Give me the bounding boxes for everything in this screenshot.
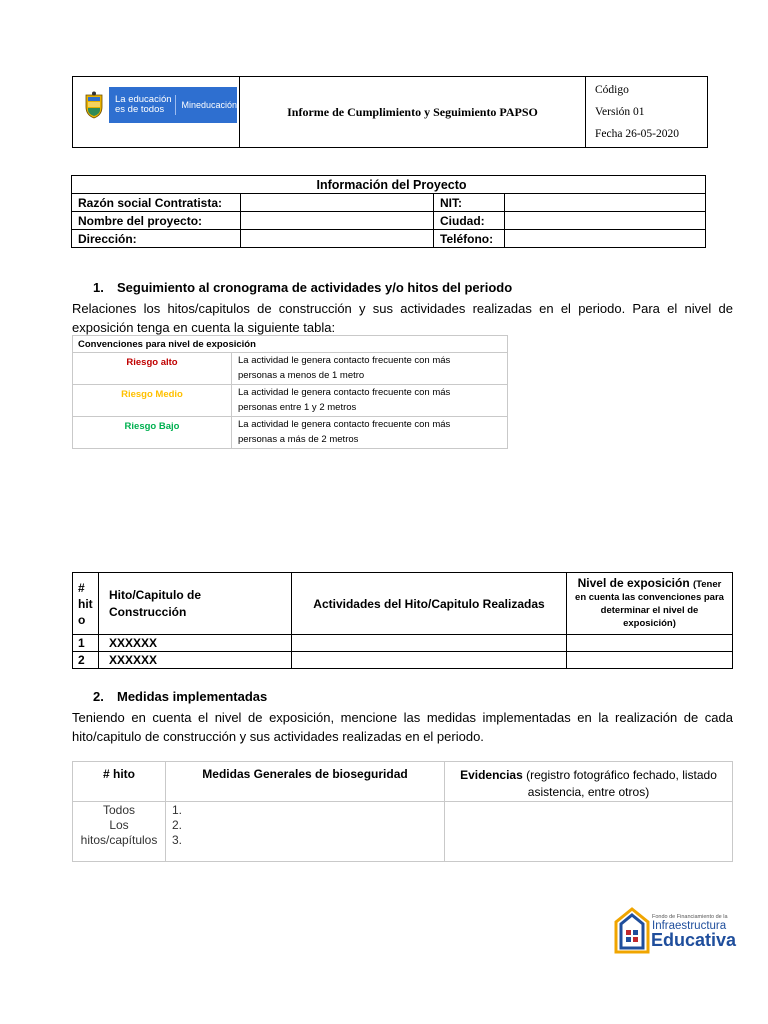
document-date: Fecha 26-05-2020	[595, 128, 679, 140]
conventions-header: Convenciones para nivel de exposición	[73, 336, 508, 353]
row-num: 2	[73, 652, 99, 669]
row-medidas-list[interactable]	[166, 802, 445, 862]
level-riesgo-medio: Riesgo Medio	[73, 385, 232, 417]
header-line: hit	[78, 596, 93, 611]
label-ciudad: Ciudad:	[434, 212, 505, 230]
row-hito: XXXXXX	[99, 652, 292, 669]
logo-line2: Educativa	[651, 930, 737, 950]
logo-text-secondary: Mineducación	[175, 95, 237, 115]
hitos-table	[72, 572, 733, 669]
evidencias-rest-1: (registro fotográfico fechado, listado	[526, 768, 717, 782]
conventions-table	[72, 335, 508, 449]
table-row	[73, 802, 733, 862]
row-evidencias[interactable]	[445, 802, 733, 862]
list-item: 3.	[172, 833, 183, 847]
nivel-bold: Nivel de exposición	[577, 576, 690, 590]
col-nivel-header	[567, 573, 733, 635]
document-version: Versión 01	[595, 106, 645, 118]
col-medidas-header: Medidas Generales de bioseguridad	[166, 762, 445, 802]
row-nivel[interactable]	[567, 652, 733, 669]
colombia-shield-icon	[81, 87, 107, 123]
section2-paragraph: Teniendo en cuenta el nivel de exposición, mencione las medidas implementadas en la realización de cada hito/capitulo de construcción y sus actividades realizadas en el periodo.	[72, 710, 733, 744]
hito-line: Los	[109, 818, 129, 832]
field-nombre-proyecto[interactable]	[241, 212, 434, 230]
desc-line: personas a más de 2 metros	[238, 433, 359, 445]
section1-heading: Seguimiento al cronograma de actividades y/o hitos del periodo	[117, 280, 513, 295]
hito-line: hitos/capítulos	[80, 833, 158, 847]
desc-riesgo-medio	[232, 385, 508, 417]
row-hito-all	[73, 802, 166, 862]
house-icon	[614, 906, 650, 958]
row-hito: XXXXXX	[99, 635, 292, 652]
section2-number: 2.	[93, 689, 104, 704]
col-actividades-header: Actividades del Hito/Capitulo Realizadas	[292, 573, 567, 635]
label-razon-social: Razón social Contratista:	[72, 194, 241, 212]
list-item: 1.	[172, 803, 183, 817]
nivel-small-4: exposición)	[623, 618, 676, 629]
nivel-small-1: (Tener	[693, 579, 722, 590]
level-riesgo-bajo: Riesgo Bajo	[73, 417, 232, 449]
section2-heading: Medidas implementadas	[117, 689, 268, 704]
evidencias-rest-2: asistencia, entre otros)	[527, 785, 650, 799]
col-num-header	[73, 573, 99, 635]
desc-line: personas entre 1 y 2 metros	[238, 401, 357, 413]
desc-riesgo-bajo	[232, 417, 508, 449]
field-nit[interactable]	[505, 194, 706, 212]
label-direccion: Dirección:	[72, 230, 241, 248]
document-header	[72, 76, 708, 148]
field-razon-social[interactable]	[241, 194, 434, 212]
desc-line: personas a menos de 1 metro	[238, 369, 365, 381]
label-nombre-proyecto: Nombre del proyecto:	[72, 212, 241, 230]
header-logo-cell	[73, 77, 240, 148]
logo-small-text: Fondo de Financiamiento de la	[652, 914, 728, 920]
desc-line: La actividad le genera contacto frecuente con más	[238, 387, 451, 398]
header-line: #	[78, 580, 85, 595]
document-meta	[586, 77, 708, 148]
desc-line: La actividad le genera contacto frecuente con más	[238, 355, 451, 366]
mineducacion-logo	[81, 87, 237, 123]
logo-line1: Infraestructura	[652, 920, 727, 932]
desc-riesgo-alto	[232, 353, 508, 385]
field-ciudad[interactable]	[505, 212, 706, 230]
row-actividades[interactable]	[292, 652, 567, 669]
col-hito-header	[99, 573, 292, 635]
label-telefono: Teléfono:	[434, 230, 505, 248]
desc-line: La actividad le genera contacto frecuente con más	[238, 419, 451, 430]
row-nivel[interactable]	[567, 635, 733, 652]
document-title: Informe de Cumplimiento y Seguimiento PAPSO	[240, 77, 586, 148]
table-row	[73, 635, 733, 652]
nivel-small-2: en cuenta las convenciones para	[575, 592, 724, 603]
header-line: o	[78, 612, 86, 627]
section1-number: 1.	[93, 280, 104, 295]
hito-line: Todos	[102, 803, 136, 817]
list-item: 2.	[172, 818, 183, 832]
col-hito-header: # hito	[73, 762, 166, 802]
document-code: Código	[595, 84, 629, 96]
medidas-table	[72, 761, 733, 862]
field-direccion[interactable]	[241, 230, 434, 248]
header-line: Hito/Capitulo de	[109, 587, 201, 602]
section1-paragraph: Relaciones los hitos/capitulos de construcción y sus actividades realizadas en el periodo. Para el nivel de exposición tenga en cuenta la siguiente tabla:	[72, 301, 733, 335]
nivel-small-3: determinar el nivel de	[600, 605, 699, 616]
row-num: 1	[73, 635, 99, 652]
level-riesgo-alto: Riesgo alto	[73, 353, 232, 385]
row-actividades[interactable]	[292, 635, 567, 652]
header-line: Construcción	[109, 604, 187, 619]
project-info-table	[71, 175, 706, 248]
label-nit: NIT:	[434, 194, 505, 212]
infraestructura-educativa-logo	[614, 906, 737, 958]
evidencias-bold: Evidencias	[460, 768, 523, 782]
project-info-title: Información del Proyecto	[72, 176, 706, 194]
field-telefono[interactable]	[505, 230, 706, 248]
logo-text-primary: La educación es de todos	[115, 94, 172, 115]
col-evidencias-header	[445, 762, 733, 802]
logo-banner	[109, 87, 237, 123]
table-row	[73, 652, 733, 669]
